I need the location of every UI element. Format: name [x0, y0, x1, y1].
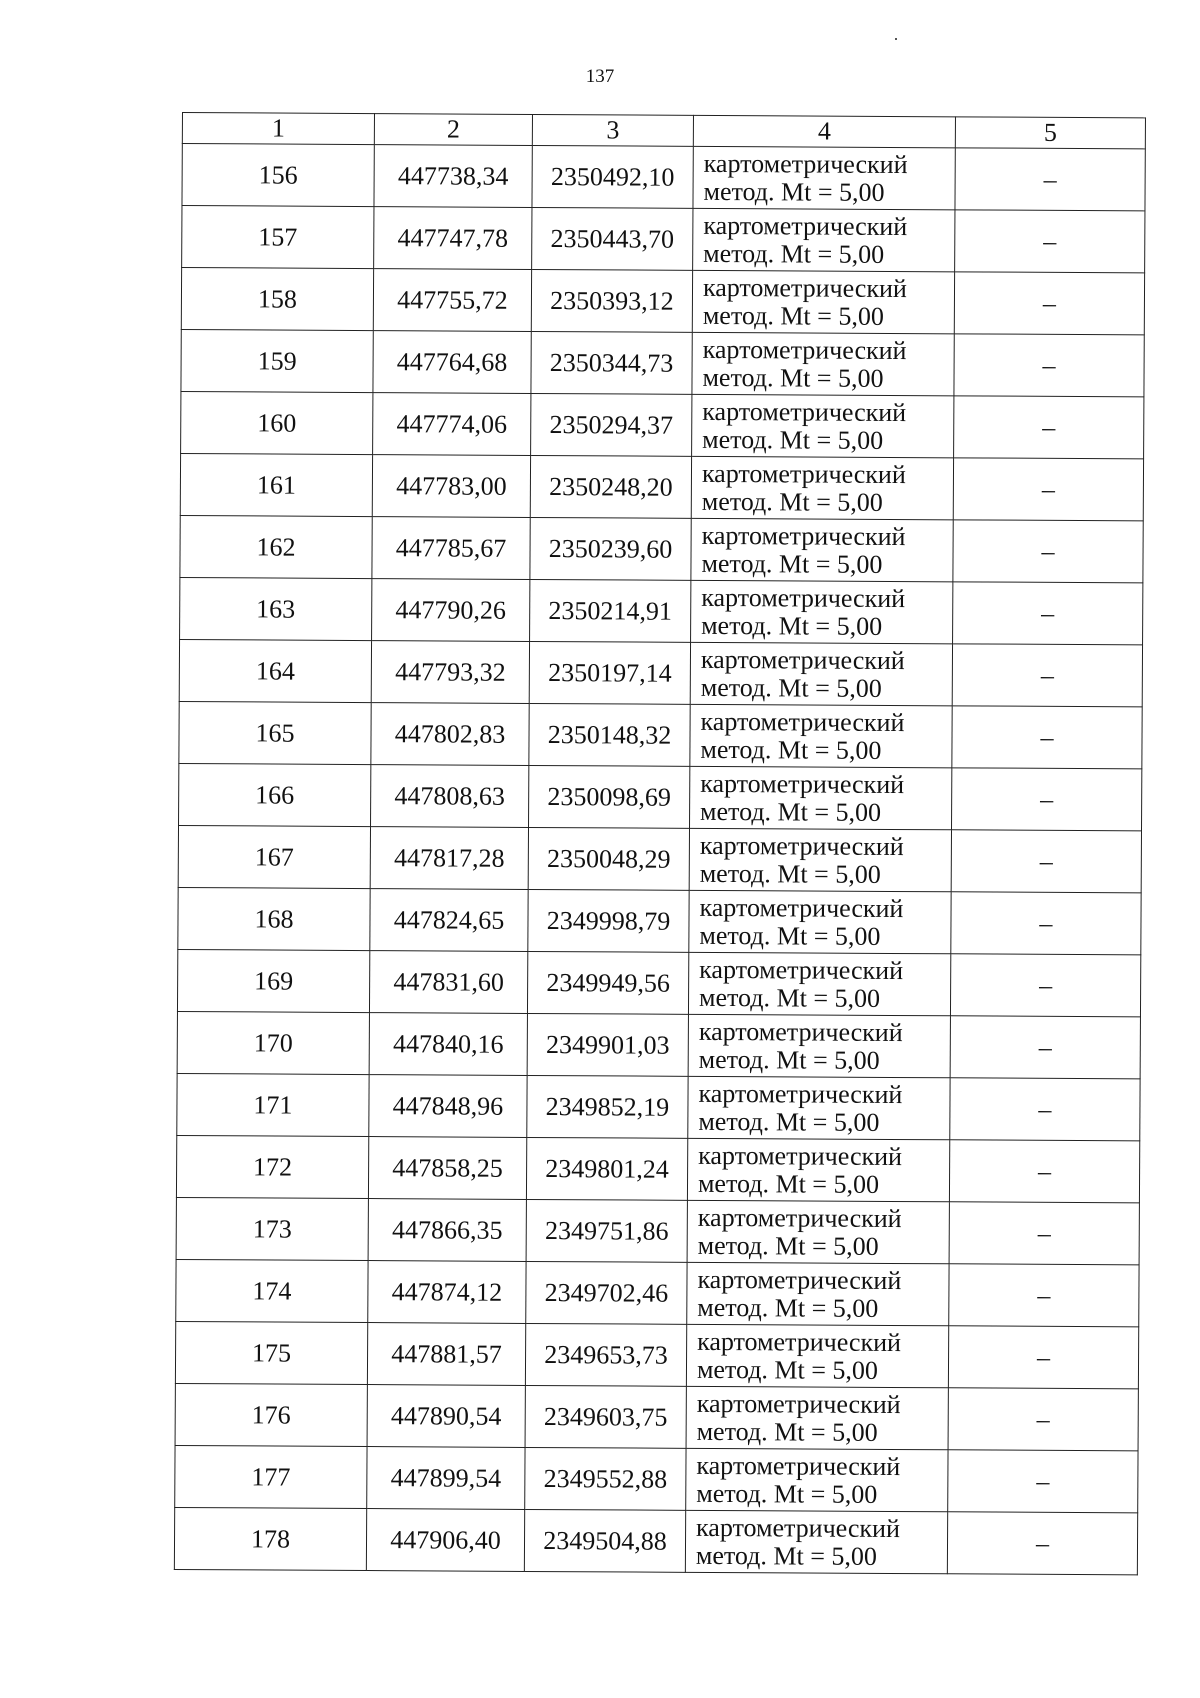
table-row: [178, 887, 1141, 954]
method-line-1: картометрический: [696, 1450, 901, 1481]
method-line-2: метод. Mt = 5,00: [700, 672, 882, 703]
method-line-1: картометрический: [698, 1078, 903, 1109]
method-line-2: метод. Mt = 5,00: [697, 1292, 879, 1323]
method-cell: [692, 332, 954, 395]
point-number-cell: 163: [180, 577, 372, 640]
column-5-cell: –: [954, 396, 1144, 459]
method-line-2: метод. Mt = 5,00: [696, 1478, 878, 1509]
method-line-1: картометрический: [696, 1388, 901, 1419]
point-number-cell: 161: [180, 453, 372, 516]
x-coordinate-cell: 447890,54: [367, 1385, 525, 1448]
x-coordinate-cell: 447824,65: [370, 889, 528, 952]
column-5-cell: –: [954, 334, 1144, 397]
page-number: 137: [585, 66, 615, 87]
method-cell: [686, 1448, 948, 1511]
method-line-1: картометрический: [702, 334, 907, 365]
method-line-1: картометрический: [701, 582, 906, 613]
method-line-2: метод. Mt = 5,00: [695, 1540, 878, 1571]
column-5-cell: –: [952, 644, 1142, 707]
method-cell: [690, 766, 952, 829]
column-5-cell: –: [955, 148, 1145, 211]
header-cell-5: 5: [955, 117, 1145, 149]
method-line-2: метод. Mt = 5,00: [698, 1044, 880, 1075]
method-line-1: картометрический: [701, 520, 906, 551]
x-coordinate-cell: 447793,32: [371, 641, 529, 704]
x-coordinate-cell: 447802,83: [371, 703, 529, 766]
method-cell: [688, 1076, 950, 1139]
table-row: [181, 329, 1144, 396]
method-line-1: картометрический: [697, 1326, 902, 1357]
x-coordinate-cell: 447817,28: [370, 827, 528, 890]
method-line-2: метод. Mt = 5,00: [696, 1416, 878, 1447]
point-number-cell: 165: [179, 701, 371, 764]
x-coordinate-cell: 447785,67: [372, 517, 530, 580]
table-row: [177, 1073, 1140, 1140]
column-5-cell: –: [955, 210, 1145, 273]
point-number-cell: 177: [175, 1445, 367, 1508]
scan-speck: [895, 38, 897, 40]
method-line-2: метод. Mt = 5,00: [701, 610, 883, 641]
point-number-cell: 166: [179, 763, 371, 826]
coordinates-table: [174, 112, 1146, 1575]
x-coordinate-cell: 447866,35: [368, 1199, 526, 1262]
column-5-cell: –: [951, 830, 1141, 893]
y-coordinate-cell: 2350443,70: [532, 207, 693, 270]
header-cell-1: 1: [182, 113, 374, 145]
table-row: [181, 391, 1144, 458]
point-number-cell: 178: [174, 1507, 366, 1570]
point-number-cell: 176: [175, 1383, 367, 1446]
y-coordinate-cell: 2349603,75: [525, 1385, 686, 1448]
column-5-cell: –: [952, 706, 1142, 769]
x-coordinate-cell: 447899,54: [367, 1447, 525, 1510]
y-coordinate-cell: 2350048,29: [528, 827, 689, 890]
method-line-1: картометрический: [701, 458, 906, 489]
column-5-cell: –: [950, 954, 1140, 1017]
method-cell: [692, 394, 954, 457]
table-row: [179, 701, 1142, 768]
point-number-cell: 168: [178, 887, 370, 950]
point-number-cell: 158: [181, 268, 373, 331]
point-number-cell: 167: [178, 825, 370, 888]
point-number-cell: 159: [181, 329, 373, 392]
method-cell: [690, 704, 952, 767]
method-line-2: метод. Mt = 5,00: [699, 858, 881, 889]
method-line-2: метод. Mt = 5,00: [703, 238, 885, 269]
header-cell-3: 3: [532, 114, 693, 146]
table-row: [174, 1507, 1137, 1574]
point-number-cell: 173: [176, 1197, 368, 1260]
column-5-cell: –: [947, 1512, 1137, 1575]
point-number-cell: 157: [182, 206, 374, 269]
table-row: [180, 515, 1143, 582]
method-line-1: картометрический: [702, 396, 907, 427]
method-cell: [691, 456, 953, 519]
table-row: [180, 577, 1143, 644]
method-line-2: метод. Mt = 5,00: [698, 1106, 880, 1137]
point-number-cell: 170: [177, 1011, 369, 1074]
method-line-1: картометрический: [697, 1264, 902, 1295]
table-row: [175, 1383, 1138, 1450]
x-coordinate-cell: 447738,34: [374, 145, 532, 208]
method-cell: [693, 208, 955, 271]
method-line-1: картометрический: [703, 210, 908, 241]
method-line-2: метод. Mt = 5,00: [702, 424, 884, 455]
method-cell: [690, 642, 952, 705]
point-number-cell: 174: [176, 1259, 368, 1322]
point-number-cell: 162: [180, 515, 372, 578]
method-cell: [689, 828, 951, 891]
y-coordinate-cell: 2350294,37: [531, 393, 692, 456]
y-coordinate-cell: 2350393,12: [531, 269, 692, 332]
header-cell-2: 2: [374, 114, 532, 146]
method-line-2: метод. Mt = 5,00: [697, 1168, 880, 1199]
x-coordinate-cell: 447774,06: [373, 393, 531, 456]
y-coordinate-cell: 2350344,73: [531, 331, 692, 394]
y-coordinate-cell: 2349552,88: [525, 1447, 686, 1510]
method-line-2: метод. Mt = 5,00: [701, 486, 883, 517]
method-line-1: картометрический: [700, 706, 905, 737]
point-number-cell: 171: [177, 1073, 369, 1136]
table-row: [176, 1135, 1139, 1202]
table-row: [181, 268, 1144, 335]
table-row: [176, 1197, 1139, 1264]
table-row: [177, 949, 1140, 1016]
y-coordinate-cell: 2350248,20: [530, 455, 691, 518]
method-cell: [687, 1200, 949, 1263]
method-line-1: картометрический: [698, 1140, 903, 1171]
x-coordinate-cell: 447831,60: [369, 951, 527, 1014]
method-line-1: картометрический: [700, 768, 905, 799]
method-line-2: метод. Mt = 5,00: [698, 982, 881, 1013]
method-line-2: метод. Mt = 5,00: [697, 1230, 879, 1261]
method-cell: [687, 1138, 949, 1201]
method-cell: [692, 270, 954, 333]
column-5-cell: –: [954, 272, 1144, 335]
table-row: [178, 825, 1141, 892]
table-row: [182, 144, 1145, 211]
y-coordinate-cell: 2350197,14: [529, 641, 690, 704]
x-coordinate-cell: 447808,63: [371, 765, 529, 828]
method-line-1: картометрический: [697, 1202, 902, 1233]
method-line-2: метод. Mt = 5,00: [699, 920, 881, 951]
table-row: [175, 1321, 1138, 1388]
y-coordinate-cell: 2349949,56: [527, 951, 688, 1014]
method-cell: [685, 1510, 947, 1573]
y-coordinate-cell: 2349801,24: [526, 1137, 687, 1200]
x-coordinate-cell: 447764,68: [373, 331, 531, 394]
x-coordinate-cell: 447783,00: [372, 455, 530, 518]
point-number-cell: 169: [177, 949, 369, 1012]
column-5-cell: –: [950, 1016, 1140, 1079]
column-5-cell: –: [948, 1450, 1138, 1513]
x-coordinate-cell: 447840,16: [369, 1013, 527, 1076]
y-coordinate-cell: 2350098,69: [529, 765, 690, 828]
column-5-cell: –: [953, 458, 1143, 521]
column-5-cell: –: [948, 1326, 1138, 1389]
y-coordinate-cell: 2350214,91: [530, 579, 691, 642]
method-cell: [688, 952, 950, 1015]
column-5-cell: –: [949, 1264, 1139, 1327]
header-cell-4: 4: [693, 115, 955, 147]
y-coordinate-cell: 2350239,60: [530, 517, 691, 580]
y-coordinate-cell: 2349653,73: [525, 1323, 686, 1386]
table-row: [182, 206, 1145, 273]
x-coordinate-cell: 447858,25: [368, 1137, 526, 1200]
method-cell: [689, 890, 951, 953]
method-line-1: картометрический: [698, 1016, 903, 1047]
x-coordinate-cell: 447881,57: [367, 1323, 525, 1386]
method-line-2: метод. Mt = 5,00: [700, 734, 882, 765]
method-cell: [686, 1386, 948, 1449]
y-coordinate-cell: 2349751,86: [526, 1199, 687, 1262]
y-coordinate-cell: 2349998,79: [528, 889, 689, 952]
y-coordinate-cell: 2349852,19: [527, 1075, 688, 1138]
column-5-cell: –: [948, 1388, 1138, 1451]
y-coordinate-cell: 2349702,46: [526, 1261, 687, 1324]
column-5-cell: –: [949, 1202, 1139, 1265]
x-coordinate-cell: 447874,12: [368, 1261, 526, 1324]
method-line-1: картометрический: [696, 1512, 900, 1543]
method-line-1: картометрический: [702, 272, 907, 303]
point-number-cell: 175: [175, 1321, 367, 1384]
method-cell: [688, 1014, 950, 1077]
y-coordinate-cell: 2349901,03: [527, 1013, 688, 1076]
method-line-1: картометрический: [699, 954, 904, 985]
table-row: [179, 639, 1142, 706]
x-coordinate-cell: 447906,40: [366, 1509, 524, 1572]
y-coordinate-cell: 2350148,32: [529, 703, 690, 766]
column-5-cell: –: [950, 1078, 1140, 1141]
method-line-1: картометрический: [699, 830, 904, 861]
x-coordinate-cell: 447747,78: [374, 207, 532, 270]
method-line-2: метод. Mt = 5,00: [696, 1354, 879, 1385]
method-cell: [686, 1324, 948, 1387]
method-line-2: метод. Mt = 5,00: [702, 300, 884, 331]
point-number-cell: 156: [182, 144, 374, 207]
method-cell: [691, 518, 953, 581]
column-5-cell: –: [953, 582, 1143, 645]
point-number-cell: 164: [179, 639, 371, 702]
method-line-2: метод. Mt = 5,00: [701, 548, 883, 579]
method-line-2: метод. Mt = 5,00: [700, 796, 882, 827]
method-line-2: метод. Mt = 5,00: [702, 362, 884, 393]
x-coordinate-cell: 447790,26: [372, 579, 530, 642]
table-row: [175, 1445, 1138, 1512]
table-row: [176, 1259, 1139, 1326]
column-5-cell: –: [952, 768, 1142, 831]
table-row: [180, 453, 1143, 520]
method-line-1: картометрический: [700, 644, 905, 675]
column-5-cell: –: [949, 1140, 1139, 1203]
method-cell: [691, 580, 953, 643]
coordinates-table-body: [174, 113, 1145, 1575]
method-line-1: картометрический: [699, 892, 904, 923]
table-row: [179, 763, 1142, 830]
point-number-cell: 172: [176, 1135, 368, 1198]
column-5-cell: –: [953, 520, 1143, 583]
y-coordinate-cell: 2350492,10: [532, 145, 693, 208]
x-coordinate-cell: 447848,96: [369, 1075, 527, 1138]
x-coordinate-cell: 447755,72: [373, 269, 531, 332]
method-cell: [693, 146, 955, 209]
point-number-cell: 160: [181, 391, 373, 454]
column-5-cell: –: [951, 892, 1141, 955]
y-coordinate-cell: 2349504,88: [524, 1509, 685, 1572]
method-line-1: картометрический: [703, 148, 908, 179]
method-cell: [687, 1262, 949, 1325]
table-row: [177, 1011, 1140, 1078]
method-line-2: метод. Mt = 5,00: [703, 176, 885, 207]
